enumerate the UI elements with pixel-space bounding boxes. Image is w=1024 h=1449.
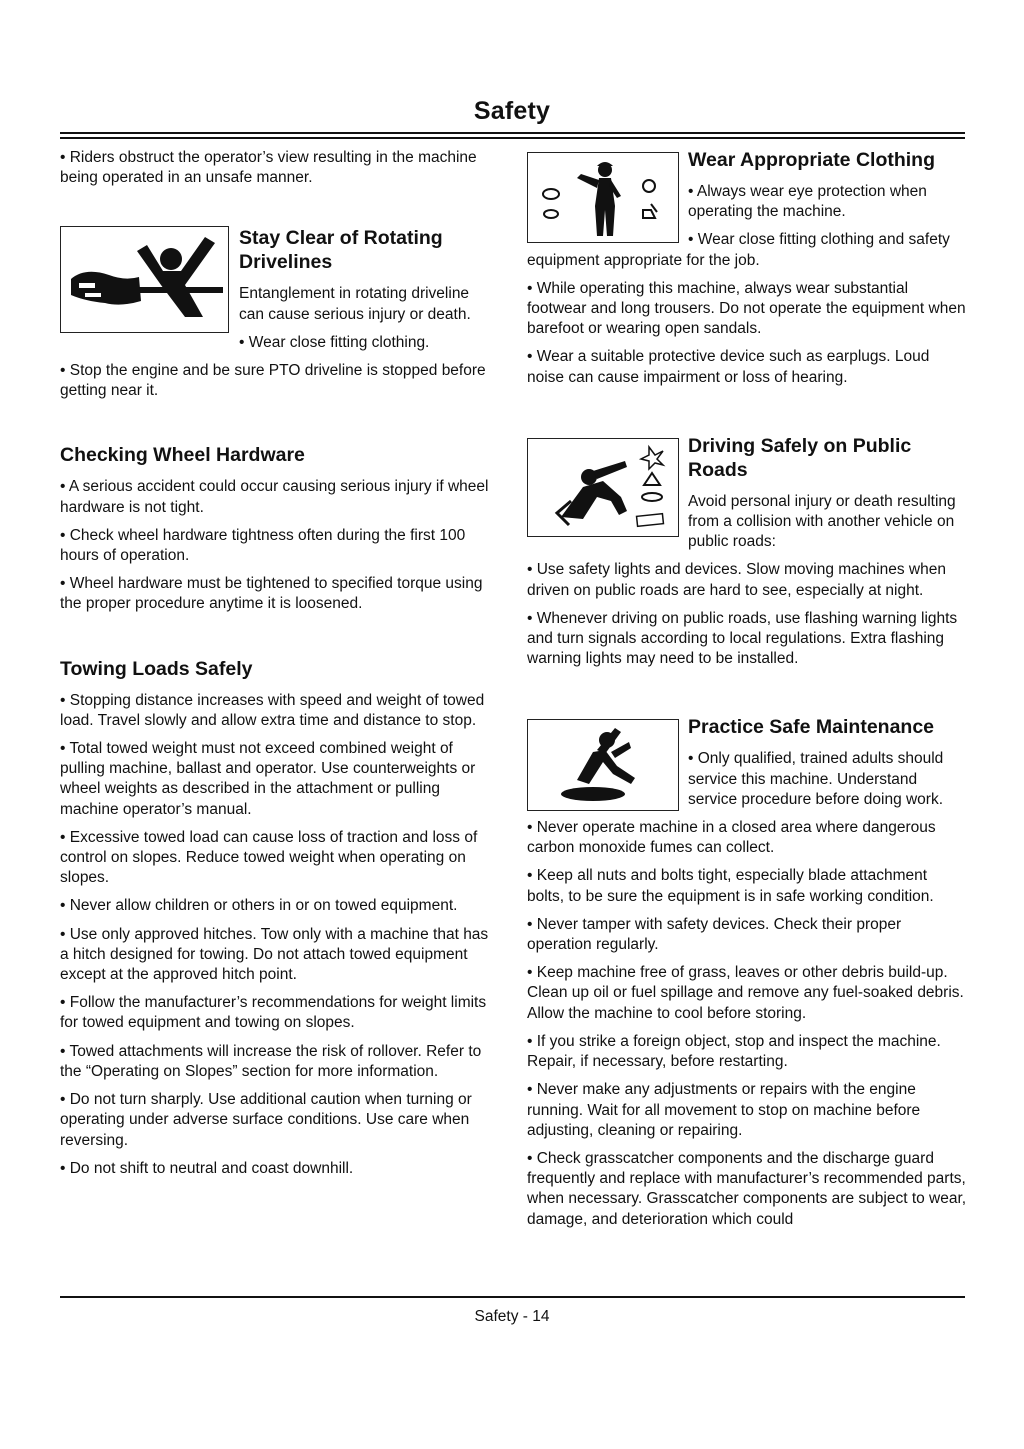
clothing-bullet: • While operating this machine, always wear substantial footwear and long trousers. Do not operate the equipment when barefoot or wearing open sandals.: [527, 279, 966, 338]
clothing-bullet-fitting: • Wear close fitting clothing and safety equipment appropriate for the job.: [527, 231, 950, 269]
driveline-section: [60, 226, 496, 361]
towing-heading: Towing Loads Safely: [60, 657, 253, 680]
towing-bullet: • Stopping distance increases with speed and weight of towed load. Travel slowly and allow extra time and distance to stop.: [60, 691, 485, 729]
rotating-driveline-hazard-icon: [60, 226, 229, 333]
maintenance-bullet: • Keep all nuts and bolts tight, especially blade attachment bolts, to be sure the equipment is in safe working condition.: [527, 867, 934, 905]
wheel-heading: Checking Wheel Hardware: [60, 444, 305, 467]
towing-bullet: • Do not shift to neutral and coast downhill.: [60, 1159, 354, 1177]
maintenance-bullet: • Never tamper with safety devices. Check their proper operation regularly.: [527, 915, 902, 954]
maintenance-bullet: • Check grasscatcher components and the discharge guard frequently and replace with manufacturer’s recommended parts, when necessary. Grasscatcher components are subject to wear, damage, and deterioration which could: [527, 1149, 967, 1228]
page-title: Safety: [473, 97, 551, 125]
driveline-text: Entanglement in rotating driveline can cause serious injury or death.: [239, 285, 471, 323]
driveline-bullet-clothing: • Wear close fitting clothing.: [239, 333, 430, 351]
footer-rule: [60, 1296, 965, 1298]
roads-bullet: • Use safety lights and devices. Slow moving machines when driven on public roads are hard to see, especially at night.: [527, 561, 946, 599]
roads-text: Avoid personal injury or death resulting from a collision with another vehicle on public roads:: [688, 492, 956, 551]
clothing-section: [527, 148, 967, 279]
driveline-heading: Stay Clear of Rotating Drivelines: [239, 227, 443, 274]
road-collision-hazard-icon: [527, 438, 679, 537]
towing-bullet: • Follow the manufacturer’s recommendations for weight limits for towed equipment and towing on slopes.: [60, 994, 487, 1032]
clothing-bullet-eye: • Always wear eye protection when operating the machine.: [688, 183, 927, 221]
towing-bullet: • Total towed weight must not exceed combined weight of pulling machine, ballast and operator. Use counterweights or wheel weights as described in the attachment or pulling machine operator’s manual.: [60, 740, 476, 818]
maintenance-bullet-qualified: • Only qualified, trained adults should service this machine. Understand service procedure before doing work.: [688, 750, 944, 808]
wheel-bullet: • Check wheel hardware tightness often during the first 100 hours of operation.: [60, 526, 466, 565]
roads-bullet: • Whenever driving on public roads, use flashing warning lights and turn signals according to local regulations. Extra flashing warning lights may need to be installed.: [527, 609, 958, 668]
right-column: [527, 148, 967, 1238]
maintenance-bullet: • Never make any adjustments or repairs with the engine running. Wait for all movement to stop on machine before adjusting, cleaning or repairing.: [527, 1081, 921, 1139]
wheel-bullet: • Wheel hardware must be tightened to specified torque using the proper procedure anytime it is loosened.: [60, 575, 483, 613]
maintenance-bullet: • If you strike a foreign object, stop and inspect the machine. Repair, if necessary, before restarting.: [527, 1032, 941, 1071]
clothing-bullet: • Wear a suitable protective device such as earplugs. Loud noise can cause impairment or loss of hearing.: [527, 348, 930, 386]
maintenance-bullet: • Never operate machine in a closed area where dangerous carbon monoxide fumes can collect.: [527, 819, 936, 857]
header-rule-secondary: [60, 137, 965, 139]
clothing-heading: Wear Appropriate Clothing: [688, 149, 936, 171]
riders-paragraph: • Riders obstruct the operator’s view resulting in the machine being operated in an unsafe manner.: [60, 149, 477, 187]
slip-hazard-icon: [527, 719, 679, 811]
towing-bullet: • Excessive towed load can cause loss of traction and loss of control on slopes. Reduce towed weight when operating on slopes.: [60, 828, 478, 887]
protective-clothing-icon: [527, 152, 679, 243]
maintenance-heading: Practice Safe Maintenance: [688, 716, 935, 739]
left-column: [60, 148, 496, 1187]
driveline-bullet-stop-engine: • Stop the engine and be sure PTO driveline is stopped before getting near it.: [60, 362, 486, 400]
header-rule: [60, 132, 965, 134]
towing-bullet: • Towed attachments will increase the risk of rollover. Refer to the “Operating on Slopes” section for more information.: [60, 1042, 482, 1080]
towing-bullet: • Use only approved hitches. Tow only with a machine that has a hitch designed for towing. Do not attach towed equipment except at the approved hitch point.: [60, 925, 489, 984]
roads-heading: Driving Safely on Public Roads: [688, 434, 912, 481]
maintenance-bullet: • Keep machine free of grass, leaves or other debris build-up. Clean up oil or fuel spillage and remove any fuel-soaked debris. Allow the machine to cool before storing.: [527, 964, 964, 1022]
towing-bullet: • Never allow children or others in or on towed equipment.: [60, 897, 458, 915]
roads-section: [527, 434, 967, 561]
towing-bullet: • Do not turn sharply. Use additional caution when turning or operating under adverse surface conditions. Use care when reversing.: [60, 1091, 472, 1149]
wheel-bullet: • A serious accident could occur causing serious injury if wheel hardware is not tight.: [60, 478, 489, 516]
page-number: Safety - 14: [474, 1308, 550, 1325]
maintenance-section: [527, 715, 967, 818]
